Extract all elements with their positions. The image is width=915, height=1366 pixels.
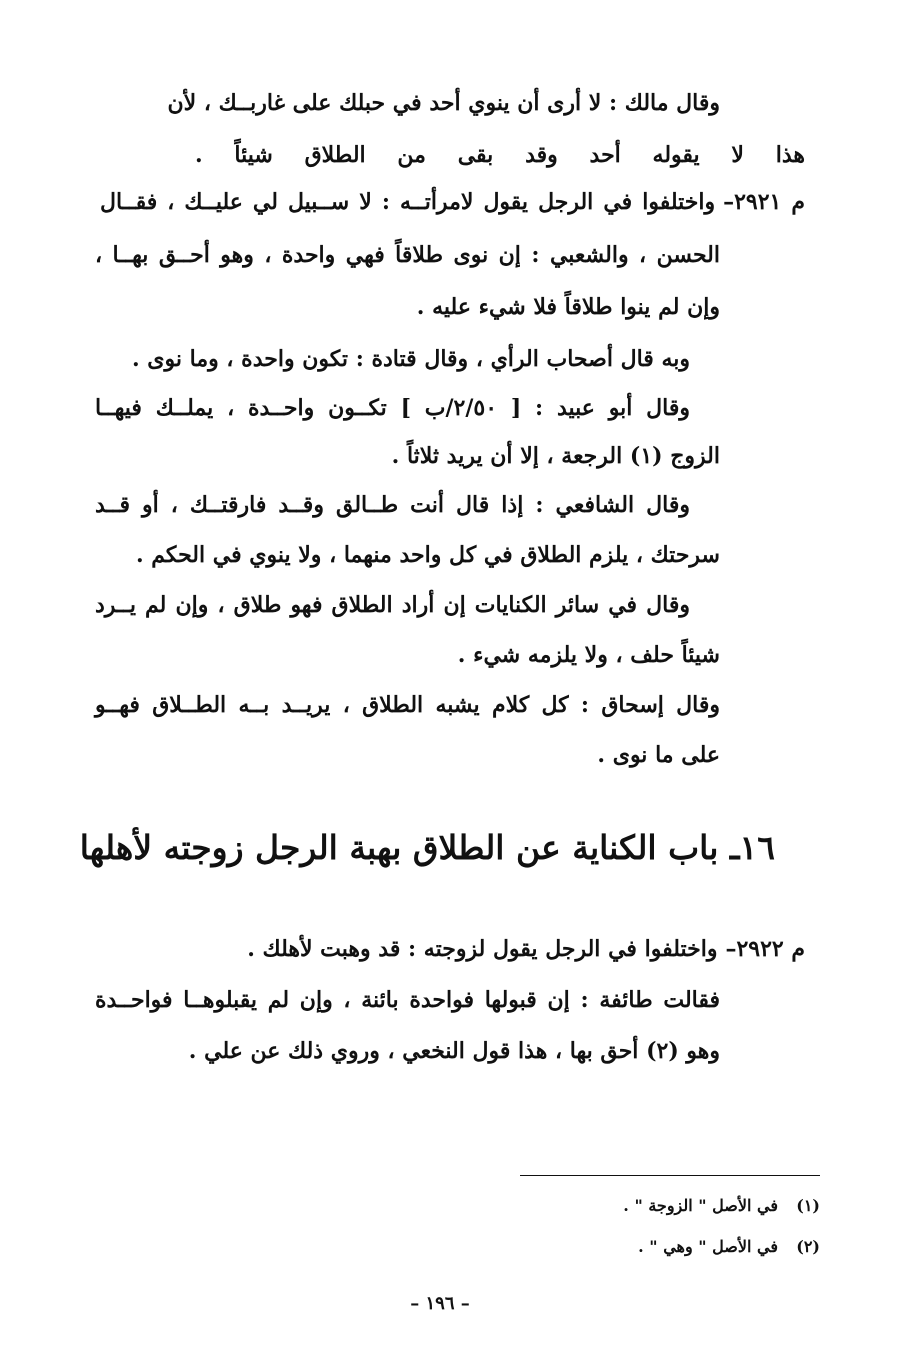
- text-line: وقال أبو عبيد : [ ٢/٥٠/ب ] تكــون واحــدة ، يملــك فيهــا: [95, 395, 690, 421]
- text-line: وقال الشافعي : إذا قال أنت طــالق وقــد فارقتــك ، أو قــد: [95, 492, 690, 518]
- text-line: وهو (٢) أحق بها ، هذا قول النخعي ، وروي ذلك عن علي .: [188, 1038, 720, 1064]
- footnote-number: (١): [796, 1196, 820, 1215]
- text-line: وبه قال أصحاب الرأي ، وقال قتادة : تكون واحدة ، وما نوى .: [131, 346, 690, 372]
- text-line: هذا لا يقوله أحد وقد بقى من الطلاق شيئاً .: [195, 142, 805, 168]
- footnote: [623, 1195, 820, 1217]
- text-line-with-marker: [100, 187, 805, 217]
- page-number: – ١٩٦ –: [410, 1293, 470, 1314]
- footnote-number: (٢): [796, 1237, 820, 1256]
- text-line: الزوج (١) الرجعة ، إلا أن يريد ثلاثاً .: [391, 443, 720, 469]
- text-line: الحسن ، والشعبي : إن نوى طلاقاً فهي واحدة ، وهو أحــق بهــا ،: [95, 242, 720, 268]
- footnote-separator: [520, 1175, 820, 1176]
- text-line: واختلفوا في الرجل يقول لامرأتــه : لا ســبيل لي عليــك ، فقــال: [100, 189, 716, 215]
- entry-marker: م ٢٩٢٢–: [725, 936, 805, 962]
- text-line: على ما نوى .: [597, 742, 720, 768]
- footnote-text: في الأصل " وهي " .: [638, 1237, 778, 1256]
- text-line: وإن لم ينوا طلاقاً فلا شيء عليه .: [416, 294, 720, 320]
- text-line: فقالت طائفة : إن قبولها فواحدة بائنة ، وإن لم يقبلوهــا فواحــدة: [95, 987, 720, 1013]
- text-line: واختلفوا في الرجل يقول لزوجته : قد وهبت لأهلك .: [247, 936, 718, 962]
- text-line-with-marker: [247, 934, 805, 964]
- text-line: وقال مالك : لا أرى أن ينوي أحد في حبلك على غاربــك ، لأن: [167, 90, 720, 116]
- footnote-text: في الأصل " الزوجة " .: [623, 1196, 778, 1215]
- text-line: سرحتك ، يلزم الطلاق في كل واحد منهما ، ولا ينوي في الحكم .: [135, 542, 720, 568]
- text-line: وقال إسحاق : كل كلام يشبه الطلاق ، يريــد بــه الطــلاق فهــو: [95, 692, 720, 718]
- entry-marker: م ٢٩٢١–: [723, 189, 805, 215]
- text-line: وقال في سائر الكنايات إن أراد الطلاق فهو طلاق ، وإن لم يــرد: [95, 592, 690, 618]
- footnote: [638, 1236, 820, 1258]
- text-line: شيئاً حلف ، ولا يلزمه شيء .: [457, 642, 720, 668]
- chapter-heading: ١٦ـ باب الكناية عن الطلاق بهبة الرجل زوجته لأهلها: [79, 828, 775, 867]
